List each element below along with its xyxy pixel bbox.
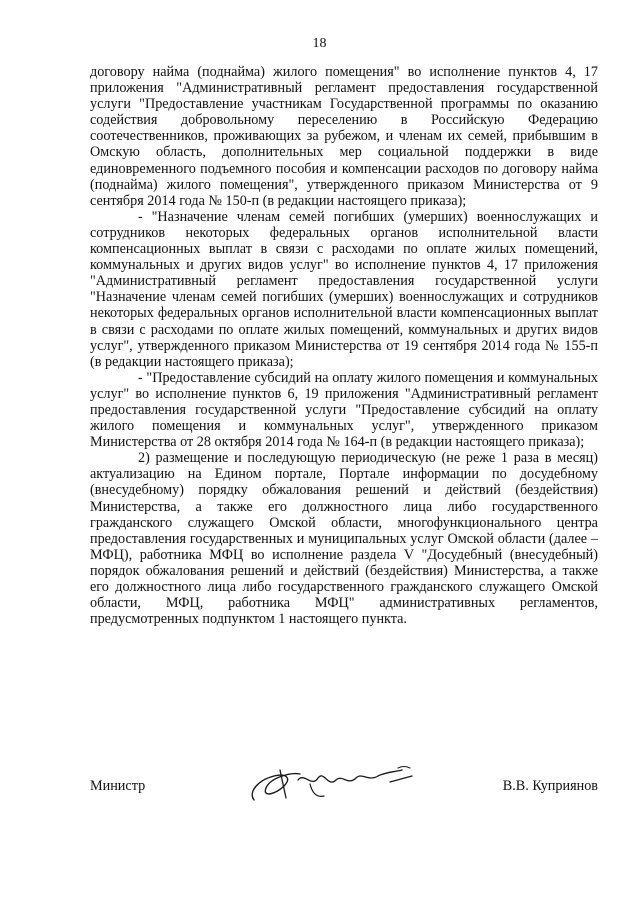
signer-name: В.В. Куприянов [502,778,598,794]
handwritten-signature [240,758,420,808]
paragraph-3: - "Предоставление субсидий на оплату жилого помещения и коммунальных услуг" во исполнение пунктов 6, 19 приложения "Административный регламент предоставления государственной услуги "Предоставление субсидий на оплату жилого помещения и коммунальных услуг", утвержденного приказом Министерства от 28 октября 2014 года № 164-п (в редакции настоящего приказа); [90,369,598,451]
paragraph-2: - "Назначение членам семей погибших (умерших) военнослужащих и сотрудников некоторых федеральных органов исполнительной власти компенсационных выплат в связи с расходами по оплате жилых помещений, коммунальных и других видов услуг" во исполнение пунктов 4, 17 приложения "Административный регламент предоставления государственной услуги "Назначение членам семей погибших (умерших) военнослужащих и сотрудников некоторых федеральных органов исполнительной власти компенсационных выплат в связи с расходами по оплате жилых помещений, коммунальных и других видов услуг", утвержденного приказом Министерства от 19 сентября 2014 года № 155-п (в редакции настоящего приказа); [90,208,598,370]
page-number: 18 [312,36,327,51]
signature-block [90,770,598,810]
document-body [90,64,598,627]
paragraph-1: договору найма (поднайма) жилого помещения" во исполнение пунктов 4, 17 приложения "Административный регламент предоставления государственной услуги "Предоставление участникам Государственной программы по оказанию содействия добровольному переселению в Российскую Федерацию соотечественников, проживающих за рубежом, и членам их семей, прибывшим в Омскую область, дополнительных мер социальной поддержки в виде единовременного подъемного пособия и компенсации расходов по договору найма (поднайма) жилого помещения", утвержденного приказом Министерства от 9 сентября 2014 года № 150-п (в редакции настоящего приказа); [90,64,598,209]
signer-title: Министр [90,778,146,794]
paragraph-4: 2) размещение и последующую периодическую (не реже 1 раза в месяц) актуализацию на Едином портале, Портале информации по досудебному (внесудебному) порядку обжалования решений и действий (бездействия) Министерства, а также его должностного лица либо государственного гражданского служащего Омской области, многофункционального центра предоставления государственных и муниципальных услуг Омской области (далее – МФЦ), работника МФЦ во исполнение раздела V "Досудебный (внесудебный) порядок обжалования решений и действий (бездействия) Министерства, а также его должностного лица либо государственного гражданского служащего Омской области, МФЦ, работника МФЦ" административных регламентов, предусмотренных подпунктом 1 настоящего пункта. [90,450,598,628]
